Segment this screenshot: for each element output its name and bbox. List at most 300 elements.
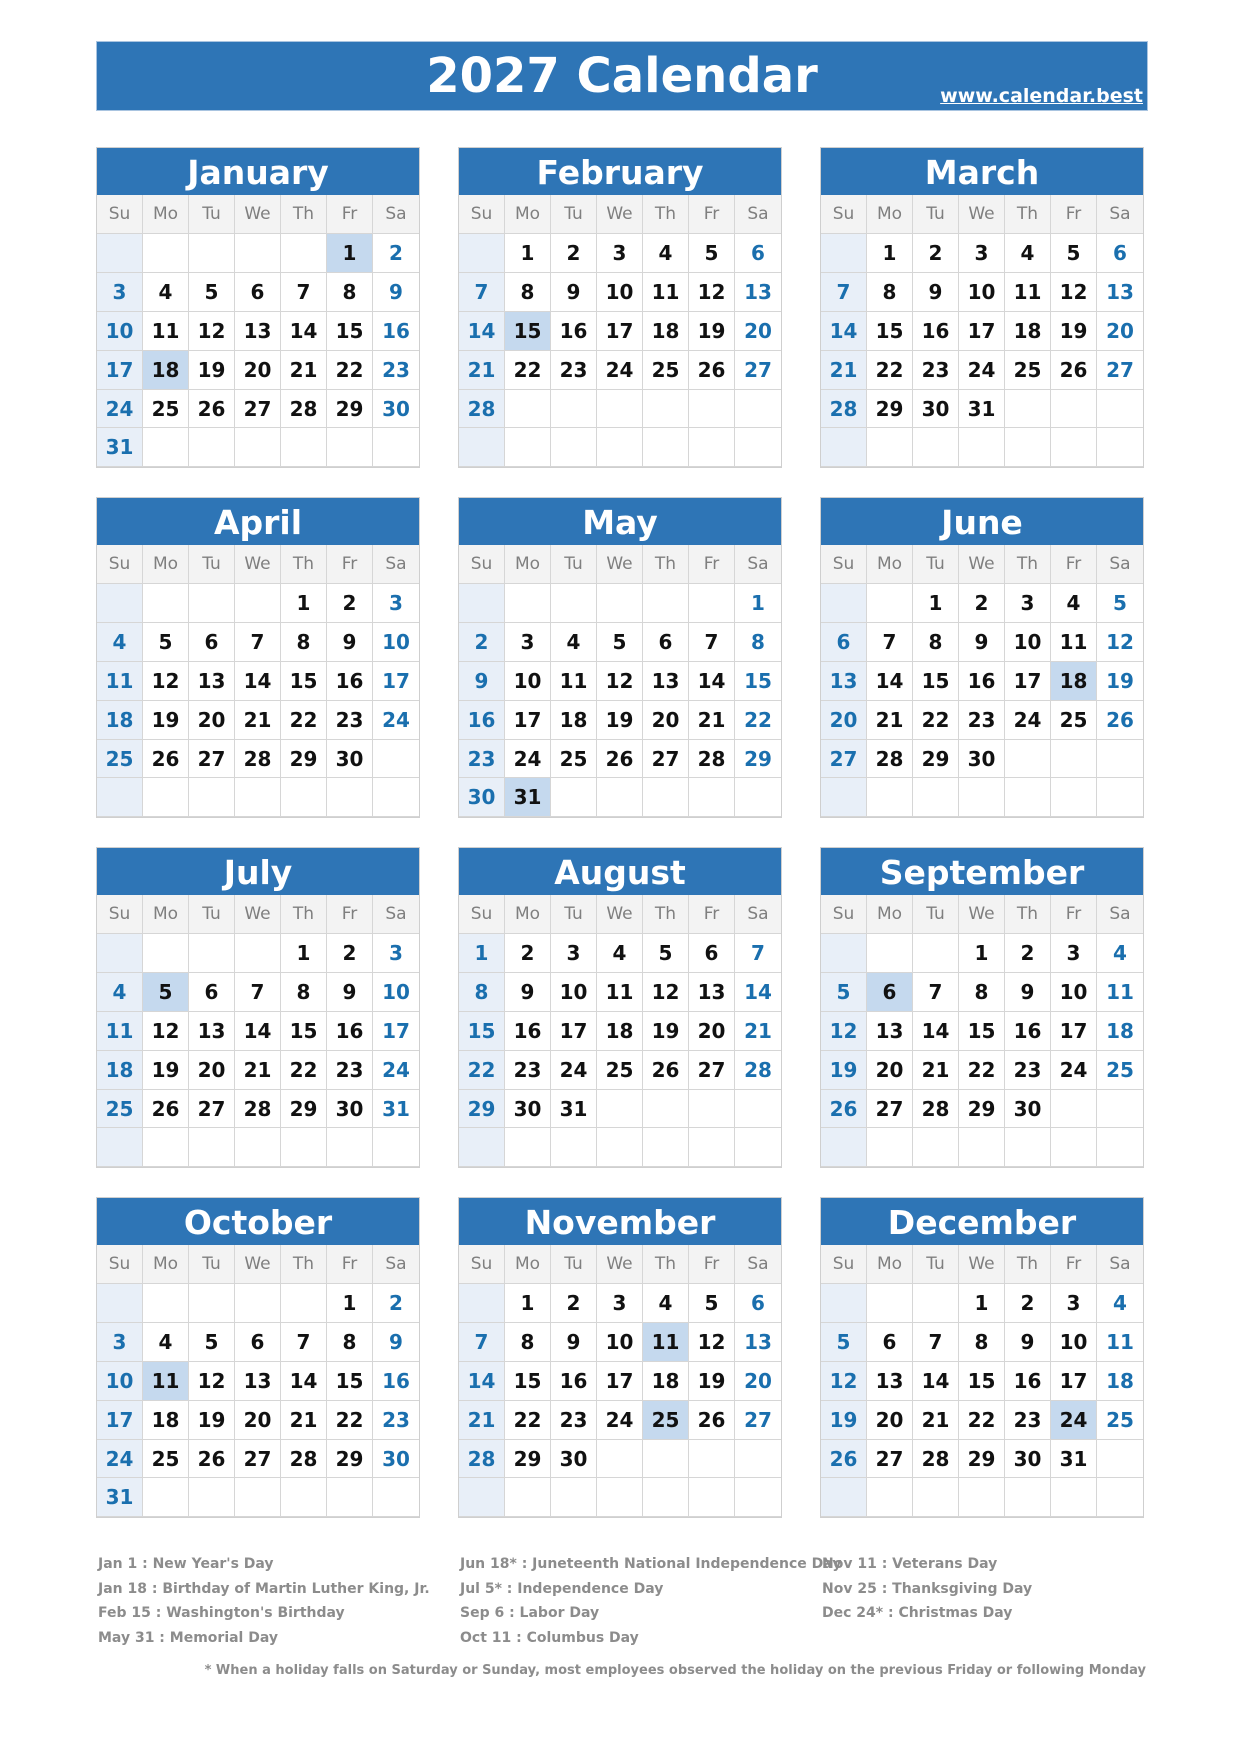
day-cell[interactable]: 10 [597, 273, 643, 312]
day-cell[interactable]: 24 [597, 351, 643, 390]
day-cell[interactable]: 19 [1097, 662, 1143, 701]
day-cell[interactable]: 30 [1005, 1440, 1051, 1479]
day-cell[interactable]: 24 [97, 390, 143, 429]
day-cell[interactable]: 24 [597, 1401, 643, 1440]
day-cell[interactable]: 10 [551, 973, 597, 1012]
day-cell[interactable]: 6 [821, 623, 867, 662]
day-cell[interactable]: 2 [551, 234, 597, 273]
day-cell[interactable]: 8 [913, 623, 959, 662]
day-cell[interactable]: 5 [643, 934, 689, 973]
day-cell[interactable]: 29 [459, 1090, 505, 1129]
day-cell[interactable]: 26 [643, 1051, 689, 1090]
day-cell[interactable]: 12 [597, 662, 643, 701]
day-cell[interactable]: 18 [1097, 1012, 1143, 1051]
day-cell[interactable]: 10 [1005, 623, 1051, 662]
day-cell[interactable]: 21 [459, 1401, 505, 1440]
day-cell[interactable]: 24 [373, 1051, 419, 1090]
day-cell[interactable]: 23 [373, 351, 419, 390]
day-cell[interactable]: 12 [821, 1362, 867, 1401]
day-cell[interactable]: 23 [459, 740, 505, 779]
day-cell[interactable]: 2 [959, 584, 1005, 623]
day-cell[interactable]: 20 [235, 351, 281, 390]
day-cell[interactable]: 7 [913, 973, 959, 1012]
day-cell[interactable]: 10 [597, 1323, 643, 1362]
day-cell[interactable]: 30 [505, 1090, 551, 1129]
day-cell[interactable]: 7 [689, 623, 735, 662]
day-cell[interactable]: 31 [551, 1090, 597, 1129]
day-cell[interactable]: 9 [959, 623, 1005, 662]
day-cell[interactable]: 3 [597, 1284, 643, 1323]
day-cell[interactable]: 16 [551, 1362, 597, 1401]
day-cell[interactable]: 26 [189, 390, 235, 429]
day-cell[interactable]: 10 [505, 662, 551, 701]
day-cell[interactable]: 4 [643, 1284, 689, 1323]
day-cell[interactable]: 5 [143, 623, 189, 662]
day-cell[interactable]: 31 [959, 390, 1005, 429]
day-cell[interactable]: 16 [913, 312, 959, 351]
day-cell[interactable]: 30 [1005, 1090, 1051, 1129]
day-cell[interactable]: 13 [867, 1012, 913, 1051]
day-cell[interactable]: 2 [373, 234, 419, 273]
day-cell[interactable]: 23 [959, 701, 1005, 740]
day-cell[interactable]: 25 [597, 1051, 643, 1090]
day-cell[interactable]: 3 [959, 234, 1005, 273]
day-cell[interactable]: 15 [913, 662, 959, 701]
day-cell[interactable]: 1 [959, 934, 1005, 973]
day-cell[interactable]: 30 [373, 1440, 419, 1479]
day-cell[interactable]: 28 [867, 740, 913, 779]
day-cell[interactable]: 18 [1005, 312, 1051, 351]
day-cell[interactable]: 27 [867, 1440, 913, 1479]
day-cell[interactable]: 4 [1097, 1284, 1143, 1323]
day-cell[interactable]: 9 [327, 973, 373, 1012]
day-cell[interactable]: 11 [1097, 1323, 1143, 1362]
holiday-day-cell[interactable]: 11 [643, 1323, 689, 1362]
day-cell[interactable]: 4 [97, 623, 143, 662]
day-cell[interactable]: 10 [1051, 973, 1097, 1012]
day-cell[interactable]: 5 [189, 273, 235, 312]
day-cell[interactable]: 21 [281, 351, 327, 390]
day-cell[interactable]: 27 [821, 740, 867, 779]
day-cell[interactable]: 8 [505, 1323, 551, 1362]
day-cell[interactable]: 20 [235, 1401, 281, 1440]
day-cell[interactable]: 26 [143, 740, 189, 779]
holiday-day-cell[interactable]: 18 [1051, 662, 1097, 701]
day-cell[interactable]: 9 [373, 273, 419, 312]
day-cell[interactable]: 23 [1005, 1051, 1051, 1090]
day-cell[interactable]: 14 [281, 1362, 327, 1401]
day-cell[interactable]: 22 [959, 1401, 1005, 1440]
day-cell[interactable]: 7 [281, 273, 327, 312]
day-cell[interactable]: 25 [1005, 351, 1051, 390]
day-cell[interactable]: 25 [1097, 1401, 1143, 1440]
day-cell[interactable]: 27 [189, 740, 235, 779]
day-cell[interactable]: 18 [643, 312, 689, 351]
day-cell[interactable]: 9 [459, 662, 505, 701]
day-cell[interactable]: 20 [735, 1362, 781, 1401]
day-cell[interactable]: 2 [459, 623, 505, 662]
day-cell[interactable]: 23 [551, 351, 597, 390]
day-cell[interactable]: 1 [959, 1284, 1005, 1323]
day-cell[interactable]: 21 [281, 1401, 327, 1440]
day-cell[interactable]: 13 [735, 1323, 781, 1362]
day-cell[interactable]: 19 [643, 1012, 689, 1051]
day-cell[interactable]: 6 [189, 623, 235, 662]
day-cell[interactable]: 6 [189, 973, 235, 1012]
day-cell[interactable]: 24 [551, 1051, 597, 1090]
day-cell[interactable]: 28 [281, 390, 327, 429]
day-cell[interactable]: 17 [551, 1012, 597, 1051]
day-cell[interactable]: 11 [97, 1012, 143, 1051]
day-cell[interactable]: 31 [97, 1478, 143, 1517]
day-cell[interactable]: 28 [281, 1440, 327, 1479]
day-cell[interactable]: 13 [735, 273, 781, 312]
day-cell[interactable]: 5 [1051, 234, 1097, 273]
day-cell[interactable]: 13 [1097, 273, 1143, 312]
day-cell[interactable]: 26 [189, 1440, 235, 1479]
day-cell[interactable]: 15 [959, 1012, 1005, 1051]
day-cell[interactable]: 7 [235, 623, 281, 662]
day-cell[interactable]: 20 [189, 1051, 235, 1090]
day-cell[interactable]: 18 [143, 1401, 189, 1440]
day-cell[interactable]: 22 [505, 351, 551, 390]
day-cell[interactable]: 17 [1051, 1362, 1097, 1401]
day-cell[interactable]: 23 [1005, 1401, 1051, 1440]
day-cell[interactable]: 22 [281, 1051, 327, 1090]
day-cell[interactable]: 18 [551, 701, 597, 740]
day-cell[interactable]: 29 [327, 1440, 373, 1479]
day-cell[interactable]: 23 [551, 1401, 597, 1440]
day-cell[interactable]: 23 [913, 351, 959, 390]
day-cell[interactable]: 6 [1097, 234, 1143, 273]
day-cell[interactable]: 10 [373, 973, 419, 1012]
day-cell[interactable]: 24 [97, 1440, 143, 1479]
day-cell[interactable]: 30 [959, 740, 1005, 779]
day-cell[interactable]: 22 [327, 351, 373, 390]
day-cell[interactable]: 13 [189, 1012, 235, 1051]
day-cell[interactable]: 4 [143, 1323, 189, 1362]
day-cell[interactable]: 29 [281, 1090, 327, 1129]
day-cell[interactable]: 15 [327, 1362, 373, 1401]
day-cell[interactable]: 5 [597, 623, 643, 662]
day-cell[interactable]: 12 [143, 662, 189, 701]
day-cell[interactable]: 1 [505, 234, 551, 273]
day-cell[interactable]: 22 [959, 1051, 1005, 1090]
day-cell[interactable]: 28 [235, 1090, 281, 1129]
day-cell[interactable]: 14 [235, 1012, 281, 1051]
day-cell[interactable]: 3 [505, 623, 551, 662]
day-cell[interactable]: 21 [913, 1051, 959, 1090]
day-cell[interactable]: 6 [867, 1323, 913, 1362]
day-cell[interactable]: 18 [97, 701, 143, 740]
day-cell[interactable]: 3 [597, 234, 643, 273]
day-cell[interactable]: 4 [143, 273, 189, 312]
day-cell[interactable]: 24 [505, 740, 551, 779]
day-cell[interactable]: 29 [735, 740, 781, 779]
day-cell[interactable]: 8 [281, 973, 327, 1012]
day-cell[interactable]: 8 [959, 1323, 1005, 1362]
day-cell[interactable]: 29 [959, 1440, 1005, 1479]
day-cell[interactable]: 14 [821, 312, 867, 351]
day-cell[interactable]: 1 [281, 934, 327, 973]
day-cell[interactable]: 6 [643, 623, 689, 662]
day-cell[interactable]: 1 [735, 584, 781, 623]
day-cell[interactable]: 15 [459, 1012, 505, 1051]
day-cell[interactable]: 19 [821, 1401, 867, 1440]
day-cell[interactable]: 28 [689, 740, 735, 779]
day-cell[interactable]: 28 [235, 740, 281, 779]
day-cell[interactable]: 8 [735, 623, 781, 662]
day-cell[interactable]: 15 [735, 662, 781, 701]
day-cell[interactable]: 29 [867, 390, 913, 429]
day-cell[interactable]: 20 [1097, 312, 1143, 351]
day-cell[interactable]: 28 [913, 1440, 959, 1479]
day-cell[interactable]: 6 [735, 234, 781, 273]
day-cell[interactable]: 17 [959, 312, 1005, 351]
day-cell[interactable]: 12 [643, 973, 689, 1012]
day-cell[interactable]: 17 [373, 1012, 419, 1051]
day-cell[interactable]: 19 [189, 351, 235, 390]
day-cell[interactable]: 18 [1097, 1362, 1143, 1401]
day-cell[interactable]: 15 [505, 1362, 551, 1401]
day-cell[interactable]: 12 [1051, 273, 1097, 312]
day-cell[interactable]: 20 [821, 701, 867, 740]
day-cell[interactable]: 29 [913, 740, 959, 779]
day-cell[interactable]: 29 [281, 740, 327, 779]
day-cell[interactable]: 24 [959, 351, 1005, 390]
holiday-day-cell[interactable]: 31 [505, 778, 551, 817]
day-cell[interactable]: 16 [1005, 1012, 1051, 1051]
day-cell[interactable]: 13 [235, 1362, 281, 1401]
day-cell[interactable]: 23 [373, 1401, 419, 1440]
day-cell[interactable]: 16 [1005, 1362, 1051, 1401]
day-cell[interactable]: 1 [281, 584, 327, 623]
day-cell[interactable]: 26 [1097, 701, 1143, 740]
day-cell[interactable]: 7 [735, 934, 781, 973]
day-cell[interactable]: 7 [913, 1323, 959, 1362]
day-cell[interactable]: 3 [373, 934, 419, 973]
day-cell[interactable]: 27 [235, 1440, 281, 1479]
holiday-day-cell[interactable]: 18 [143, 351, 189, 390]
day-cell[interactable]: 18 [597, 1012, 643, 1051]
day-cell[interactable]: 16 [327, 662, 373, 701]
day-cell[interactable]: 4 [1005, 234, 1051, 273]
day-cell[interactable]: 3 [97, 1323, 143, 1362]
holiday-day-cell[interactable]: 15 [505, 312, 551, 351]
day-cell[interactable]: 11 [143, 312, 189, 351]
day-cell[interactable]: 15 [281, 1012, 327, 1051]
day-cell[interactable]: 30 [459, 778, 505, 817]
day-cell[interactable]: 22 [281, 701, 327, 740]
day-cell[interactable]: 16 [551, 312, 597, 351]
day-cell[interactable]: 4 [597, 934, 643, 973]
day-cell[interactable]: 27 [189, 1090, 235, 1129]
day-cell[interactable]: 11 [1097, 973, 1143, 1012]
day-cell[interactable]: 30 [327, 740, 373, 779]
day-cell[interactable]: 13 [821, 662, 867, 701]
day-cell[interactable]: 14 [459, 1362, 505, 1401]
day-cell[interactable]: 19 [143, 1051, 189, 1090]
day-cell[interactable]: 1 [459, 934, 505, 973]
day-cell[interactable]: 29 [959, 1090, 1005, 1129]
day-cell[interactable]: 20 [189, 701, 235, 740]
day-cell[interactable]: 9 [551, 273, 597, 312]
day-cell[interactable]: 14 [689, 662, 735, 701]
day-cell[interactable]: 28 [459, 390, 505, 429]
day-cell[interactable]: 11 [1051, 623, 1097, 662]
day-cell[interactable]: 1 [505, 1284, 551, 1323]
day-cell[interactable]: 2 [327, 934, 373, 973]
day-cell[interactable]: 9 [1005, 973, 1051, 1012]
day-cell[interactable]: 25 [1051, 701, 1097, 740]
day-cell[interactable]: 21 [689, 701, 735, 740]
day-cell[interactable]: 10 [97, 1362, 143, 1401]
day-cell[interactable]: 18 [643, 1362, 689, 1401]
day-cell[interactable]: 29 [505, 1440, 551, 1479]
day-cell[interactable]: 13 [643, 662, 689, 701]
day-cell[interactable]: 24 [373, 701, 419, 740]
day-cell[interactable]: 8 [959, 973, 1005, 1012]
day-cell[interactable]: 19 [1051, 312, 1097, 351]
day-cell[interactable]: 12 [143, 1012, 189, 1051]
day-cell[interactable]: 22 [505, 1401, 551, 1440]
day-cell[interactable]: 10 [959, 273, 1005, 312]
day-cell[interactable]: 26 [821, 1440, 867, 1479]
day-cell[interactable]: 1 [913, 584, 959, 623]
day-cell[interactable]: 25 [143, 1440, 189, 1479]
day-cell[interactable]: 17 [597, 1362, 643, 1401]
day-cell[interactable]: 15 [867, 312, 913, 351]
holiday-day-cell[interactable]: 11 [143, 1362, 189, 1401]
day-cell[interactable]: 2 [913, 234, 959, 273]
day-cell[interactable]: 27 [689, 1051, 735, 1090]
day-cell[interactable]: 22 [913, 701, 959, 740]
day-cell[interactable]: 5 [821, 973, 867, 1012]
day-cell[interactable]: 4 [1051, 584, 1097, 623]
day-cell[interactable]: 3 [1051, 1284, 1097, 1323]
day-cell[interactable]: 5 [1097, 584, 1143, 623]
day-cell[interactable]: 2 [1005, 934, 1051, 973]
day-cell[interactable]: 31 [373, 1090, 419, 1129]
day-cell[interactable]: 17 [597, 312, 643, 351]
day-cell[interactable]: 23 [327, 701, 373, 740]
day-cell[interactable]: 19 [689, 312, 735, 351]
day-cell[interactable]: 9 [551, 1323, 597, 1362]
day-cell[interactable]: 25 [643, 351, 689, 390]
day-cell[interactable]: 27 [235, 390, 281, 429]
day-cell[interactable]: 24 [1005, 701, 1051, 740]
day-cell[interactable]: 8 [459, 973, 505, 1012]
day-cell[interactable]: 22 [327, 1401, 373, 1440]
day-cell[interactable]: 12 [821, 1012, 867, 1051]
day-cell[interactable]: 14 [913, 1012, 959, 1051]
day-cell[interactable]: 9 [913, 273, 959, 312]
day-cell[interactable]: 4 [551, 623, 597, 662]
day-cell[interactable]: 22 [735, 701, 781, 740]
day-cell[interactable]: 11 [1005, 273, 1051, 312]
day-cell[interactable]: 31 [97, 428, 143, 467]
day-cell[interactable]: 6 [235, 273, 281, 312]
holiday-day-cell[interactable]: 25 [643, 1401, 689, 1440]
day-cell[interactable]: 3 [97, 273, 143, 312]
day-cell[interactable]: 14 [867, 662, 913, 701]
day-cell[interactable]: 14 [459, 312, 505, 351]
day-cell[interactable]: 13 [867, 1362, 913, 1401]
day-cell[interactable]: 25 [143, 390, 189, 429]
day-cell[interactable]: 7 [281, 1323, 327, 1362]
day-cell[interactable]: 21 [867, 701, 913, 740]
day-cell[interactable]: 26 [597, 740, 643, 779]
day-cell[interactable]: 19 [821, 1051, 867, 1090]
day-cell[interactable]: 11 [551, 662, 597, 701]
day-cell[interactable]: 19 [189, 1401, 235, 1440]
day-cell[interactable]: 20 [643, 701, 689, 740]
day-cell[interactable]: 26 [689, 1401, 735, 1440]
day-cell[interactable]: 14 [281, 312, 327, 351]
day-cell[interactable]: 12 [689, 1323, 735, 1362]
day-cell[interactable]: 20 [867, 1401, 913, 1440]
day-cell[interactable]: 17 [373, 662, 419, 701]
day-cell[interactable]: 2 [373, 1284, 419, 1323]
day-cell[interactable]: 22 [459, 1051, 505, 1090]
day-cell[interactable]: 27 [867, 1090, 913, 1129]
day-cell[interactable]: 7 [821, 273, 867, 312]
day-cell[interactable]: 3 [373, 584, 419, 623]
day-cell[interactable]: 15 [327, 312, 373, 351]
day-cell[interactable]: 13 [235, 312, 281, 351]
day-cell[interactable]: 16 [373, 312, 419, 351]
day-cell[interactable]: 10 [1051, 1323, 1097, 1362]
day-cell[interactable]: 2 [327, 584, 373, 623]
day-cell[interactable]: 23 [505, 1051, 551, 1090]
day-cell[interactable]: 21 [459, 351, 505, 390]
day-cell[interactable]: 19 [597, 701, 643, 740]
day-cell[interactable]: 17 [1051, 1012, 1097, 1051]
day-cell[interactable]: 12 [189, 312, 235, 351]
day-cell[interactable]: 20 [867, 1051, 913, 1090]
day-cell[interactable]: 20 [735, 312, 781, 351]
day-cell[interactable]: 28 [913, 1090, 959, 1129]
day-cell[interactable]: 25 [97, 740, 143, 779]
day-cell[interactable]: 27 [735, 351, 781, 390]
day-cell[interactable]: 7 [867, 623, 913, 662]
day-cell[interactable]: 25 [551, 740, 597, 779]
day-cell[interactable]: 8 [505, 273, 551, 312]
day-cell[interactable]: 4 [643, 234, 689, 273]
day-cell[interactable]: 30 [373, 390, 419, 429]
day-cell[interactable]: 24 [1051, 1051, 1097, 1090]
day-cell[interactable]: 16 [373, 1362, 419, 1401]
day-cell[interactable]: 31 [1051, 1440, 1097, 1479]
day-cell[interactable]: 14 [735, 973, 781, 1012]
day-cell[interactable]: 16 [327, 1012, 373, 1051]
day-cell[interactable]: 21 [235, 1051, 281, 1090]
day-cell[interactable]: 14 [235, 662, 281, 701]
day-cell[interactable]: 5 [189, 1323, 235, 1362]
day-cell[interactable]: 7 [459, 1323, 505, 1362]
day-cell[interactable]: 10 [373, 623, 419, 662]
day-cell[interactable]: 4 [97, 973, 143, 1012]
day-cell[interactable]: 11 [643, 273, 689, 312]
day-cell[interactable]: 17 [97, 1401, 143, 1440]
day-cell[interactable]: 2 [551, 1284, 597, 1323]
day-cell[interactable]: 28 [821, 390, 867, 429]
day-cell[interactable]: 16 [459, 701, 505, 740]
day-cell[interactable]: 5 [821, 1323, 867, 1362]
day-cell[interactable]: 3 [1005, 584, 1051, 623]
day-cell[interactable]: 26 [143, 1090, 189, 1129]
site-link[interactable]: www.calendar.best [940, 85, 1143, 107]
